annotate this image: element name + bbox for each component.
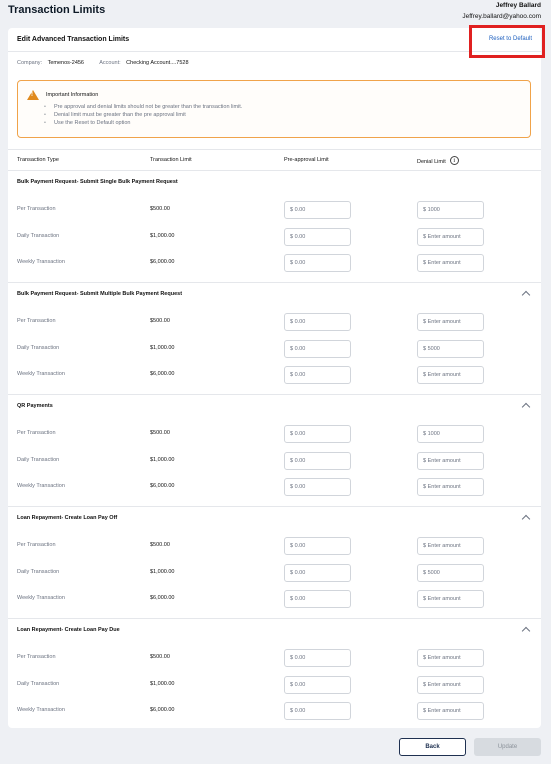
header-preapproval-limit: Pre-approval Limit xyxy=(284,157,329,163)
denial-limit-input[interactable]: $ 5000 xyxy=(417,340,484,358)
denial-limit-input[interactable]: $ Enter amount xyxy=(417,649,484,667)
preapproval-limit-input[interactable]: $ 0.00 xyxy=(284,564,351,582)
chevron-up-icon[interactable] xyxy=(522,627,530,635)
preapproval-limit-input[interactable]: $ 0.00 xyxy=(284,702,351,720)
preapproval-limit-input[interactable]: $ 0.00 xyxy=(284,366,351,384)
info-list xyxy=(44,104,242,128)
transaction-limit-value: $1,000.00 xyxy=(150,456,175,463)
header-denial-limit-cell xyxy=(417,157,459,166)
transaction-period-label: Daily Transaction xyxy=(17,232,60,239)
denial-limit-input[interactable]: $ Enter amount xyxy=(417,366,484,384)
transaction-period-label: Per Transaction xyxy=(17,542,56,548)
preapproval-limit-input[interactable]: $ 0.00 xyxy=(284,340,351,358)
section-title: QR Payments xyxy=(17,403,53,409)
table-row xyxy=(8,477,541,497)
table-row xyxy=(8,253,541,273)
table-header xyxy=(8,149,541,171)
denial-limit-input[interactable]: $ Enter amount xyxy=(417,313,484,331)
reset-to-default-link[interactable]: Reset to Default xyxy=(488,36,532,42)
transaction-period-label: Daily Transaction xyxy=(17,680,60,687)
section-header[interactable] xyxy=(8,395,541,417)
preapproval-limit-input[interactable]: $ 0.00 xyxy=(284,254,351,272)
account-label: Account: xyxy=(99,60,121,66)
chevron-up-icon[interactable] xyxy=(522,515,530,523)
important-info-box xyxy=(17,80,531,138)
transaction-section xyxy=(8,619,541,728)
user-name: Jeffrey Ballard xyxy=(495,2,541,9)
limits-card xyxy=(8,28,541,728)
table-row xyxy=(8,365,541,385)
section-title: Bulk Payment Request- Submit Multiple Bulk Payment Request xyxy=(17,291,183,297)
header-denial-limit: Denial Limit xyxy=(417,158,446,165)
card-header xyxy=(8,28,541,52)
table-row xyxy=(8,648,541,668)
header-transaction-limit: Transaction Limit xyxy=(150,157,192,163)
preapproval-limit-input[interactable]: $ 0.00 xyxy=(284,676,351,694)
section-header[interactable] xyxy=(8,507,541,529)
company-label: Company: xyxy=(17,60,43,66)
transaction-period-label: Daily Transaction xyxy=(17,456,60,463)
transaction-limit-value: $6,000.00 xyxy=(150,483,175,489)
transaction-limit-value: $6,000.00 xyxy=(150,707,175,713)
transaction-limit-value: $1,000.00 xyxy=(150,344,175,351)
transaction-limit-value: $1,000.00 xyxy=(150,232,175,239)
info-icon[interactable]: i xyxy=(450,156,459,165)
transaction-period-label: Weekly Transaction xyxy=(17,707,65,713)
preapproval-limit-input[interactable]: $ 0.00 xyxy=(284,537,351,555)
transaction-period-label: Per Transaction xyxy=(17,654,56,660)
preapproval-limit-input[interactable]: $ 0.00 xyxy=(284,313,351,331)
transaction-period-label: Per Transaction xyxy=(17,318,56,324)
transaction-limit-value: $1,000.00 xyxy=(150,568,175,575)
transaction-period-label: Per Transaction xyxy=(17,206,56,212)
transaction-limit-value: $500.00 xyxy=(150,206,170,212)
info-item: • Denial limit must be greater than the pre approval limit xyxy=(44,112,242,120)
denial-limit-input[interactable]: $ 5000 xyxy=(417,564,484,582)
table-row xyxy=(8,675,541,695)
company-value: Temenos-2456 xyxy=(47,60,84,66)
denial-limit-input[interactable]: $ Enter amount xyxy=(417,590,484,608)
transaction-section xyxy=(8,171,541,283)
section-header xyxy=(8,171,541,193)
section-title: Loan Repayment- Create Loan Pay Off xyxy=(17,515,118,521)
preapproval-limit-input[interactable]: $ 0.00 xyxy=(284,425,351,443)
table-row xyxy=(8,227,541,247)
transaction-period-label: Daily Transaction xyxy=(17,568,60,575)
table-row xyxy=(8,701,541,721)
section-title: Bulk Payment Request- Submit Single Bulk Payment Request xyxy=(17,179,178,185)
chevron-up-icon[interactable] xyxy=(522,291,530,299)
denial-limit-input[interactable]: $ 1000 xyxy=(417,425,484,443)
warning-icon xyxy=(27,90,39,100)
company-account-row xyxy=(17,60,203,66)
denial-limit-input[interactable]: $ Enter amount xyxy=(417,702,484,720)
transaction-limit-value: $6,000.00 xyxy=(150,259,175,265)
table-row xyxy=(8,424,541,444)
update-button: Update xyxy=(474,738,541,756)
chevron-up-icon[interactable] xyxy=(522,403,530,411)
info-item: • Use the Reset to Default option xyxy=(44,120,242,128)
table-row xyxy=(8,451,541,471)
transaction-limit-value: $500.00 xyxy=(150,654,170,660)
transaction-period-label: Weekly Transaction xyxy=(17,595,65,601)
denial-limit-input[interactable]: $ Enter amount xyxy=(417,478,484,496)
table-row xyxy=(8,200,541,220)
transaction-limit-value: $500.00 xyxy=(150,430,170,436)
preapproval-limit-input[interactable]: $ 0.00 xyxy=(284,478,351,496)
page-title: Transaction Limits xyxy=(8,4,106,16)
denial-limit-input[interactable]: $ Enter amount xyxy=(417,676,484,694)
table-row xyxy=(8,589,541,609)
table-row xyxy=(8,312,541,332)
transaction-limit-value: $500.00 xyxy=(150,318,170,324)
transaction-period-label: Daily Transaction xyxy=(17,344,60,351)
preapproval-limit-input[interactable]: $ 0.00 xyxy=(284,590,351,608)
info-title: Important Information xyxy=(46,92,99,98)
transaction-limit-value: $6,000.00 xyxy=(150,595,175,601)
table-row xyxy=(8,563,541,583)
account-value: Checking Account....7528 xyxy=(126,60,189,66)
transaction-limit-value: $6,000.00 xyxy=(150,371,175,377)
warning-exclamation: ! xyxy=(31,92,33,98)
info-item: • Pre approval and denial limits should not be greater than the transaction limit. xyxy=(44,104,242,112)
table-row xyxy=(8,536,541,556)
back-button[interactable]: Back xyxy=(399,738,466,756)
transaction-limit-value: $1,000.00 xyxy=(150,680,175,687)
highlight-annotation xyxy=(469,25,545,58)
transaction-section xyxy=(8,507,541,619)
section-header[interactable] xyxy=(8,283,541,305)
preapproval-limit-input[interactable]: $ 0.00 xyxy=(284,649,351,667)
denial-limit-input[interactable]: $ Enter amount xyxy=(417,228,484,246)
denial-limit-input[interactable]: $ Enter amount xyxy=(417,452,484,470)
transaction-period-label: Per Transaction xyxy=(17,430,56,436)
preapproval-limit-input[interactable]: $ 0.00 xyxy=(284,452,351,470)
section-header[interactable] xyxy=(8,619,541,641)
transaction-period-label: Weekly Transaction xyxy=(17,259,65,265)
table-row xyxy=(8,339,541,359)
header-transaction-type: Transaction Type xyxy=(17,157,59,163)
transaction-section xyxy=(8,283,541,395)
transaction-section xyxy=(8,395,541,507)
card-title: Edit Advanced Transaction Limits xyxy=(17,36,130,43)
preapproval-limit-input[interactable]: $ 0.00 xyxy=(284,201,351,219)
user-email: Jeffrey.ballard@yahoo.com xyxy=(462,13,541,20)
transaction-period-label: Weekly Transaction xyxy=(17,371,65,377)
preapproval-limit-input[interactable]: $ 0.00 xyxy=(284,228,351,246)
section-title: Loan Repayment- Create Loan Pay Due xyxy=(17,627,120,633)
denial-limit-input[interactable]: $ Enter amount xyxy=(417,537,484,555)
transaction-limit-value: $500.00 xyxy=(150,542,170,548)
denial-limit-input[interactable]: $ 1000 xyxy=(417,201,484,219)
transaction-period-label: Weekly Transaction xyxy=(17,483,65,489)
denial-limit-input[interactable]: $ Enter amount xyxy=(417,254,484,272)
